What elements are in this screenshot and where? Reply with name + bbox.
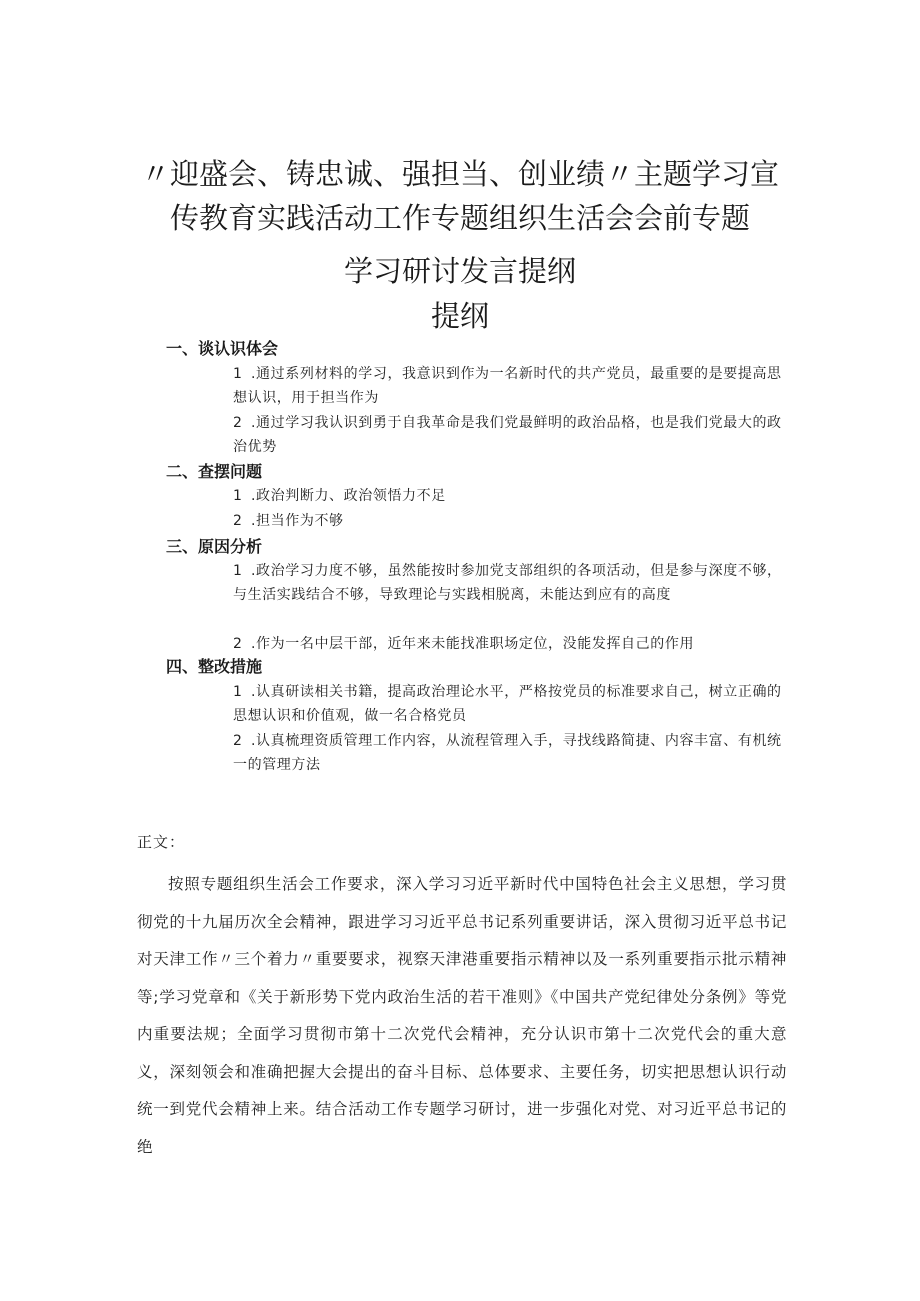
outline-item — [233, 632, 793, 656]
body-paragraph: 按照专题组织生活会工作要求，深入学习习近平新时代中国特色社会主义思想，学习贯彻党的十九届历次全会精神，跟进学习习近平总书记系列重要讲话，深入贯彻习近平总书记对天津工作〃三个着力〃重要要求，视察天津港重要指示精神以及一系列重要指示批示精神等;学习党章和《关于新形势下党内政治生活的若干准则》《中国共产党纪律处分条例》等党内重要法规；全面学习贯彻市第十二次党代会精神，充分认识市第十二次党代会的重大意义，深刻领会和准确把握大会提出的奋斗目标、总体要求、主要任务，切实把思想认识行动统一到党代会精神上来。结合活动工作专题学习研讨，进一步强化对党、对习近平总书记的绝 — [137, 875, 787, 1156]
outline-item — [233, 509, 793, 533]
document-title-line-1: 〃迎盛会、铸忠诚、强担当、创业绩〃主题学习宣 — [140, 157, 779, 191]
section-heading-1: 一、谈认识体会 — [166, 339, 279, 358]
body-label: 正文： — [137, 833, 186, 851]
section-heading-2: 二、查摆问题 — [166, 462, 263, 481]
item-text: .政治学习力度不够，虽然能按时参加党支部组织的各项活动，但是参与深度不够，与生活实践结合不够，导致理论与实践相脱离，未能达到应有的高度 — [233, 563, 782, 603]
item-number: 2 — [233, 415, 243, 431]
outline-heading: 提纲 — [430, 299, 489, 333]
item-number: 2 — [233, 513, 243, 529]
document-title-line-3: 学习研讨发言提纲 — [343, 254, 576, 288]
outline-item — [233, 362, 793, 410]
item-number: 1 — [233, 366, 243, 382]
item-number: 1 — [233, 563, 243, 579]
item-text: .通过学习我认识到勇于自我革命是我们党最鲜明的政治品格，也是我们党最大的政治优势 — [233, 415, 782, 455]
item-number: 2 — [233, 733, 243, 749]
item-number: 2 — [233, 636, 243, 652]
item-text: .作为一名中层干部，近年来未能找准职场定位，没能发挥自己的作用 — [251, 636, 695, 652]
item-text: .担当作为不够 — [251, 513, 344, 529]
item-text: .认真研读相关书籍，提高政治理论水平，严格按党员的标准要求自己，树立正确的思想认识和价值观，做一名合格党员 — [233, 684, 782, 724]
item-text: .认真梳理资质管理工作内容，从流程管理入手，寻找线路简捷、内容丰富、有机统一的管理方法 — [233, 733, 782, 773]
outline-item — [233, 729, 793, 777]
section-heading-4: 四、整改措施 — [166, 657, 263, 676]
item-text: .通过系列材料的学习，我意识到作为一名新时代的共产党员，最重要的是要提高思想认识，用于担当作为 — [233, 366, 782, 406]
item-number: 1 — [233, 684, 243, 700]
item-number: 1 — [233, 488, 243, 504]
outline-item — [233, 411, 793, 459]
outline-item — [233, 680, 793, 728]
section-heading-3: 三、原因分析 — [166, 537, 263, 556]
outline-item — [233, 559, 793, 607]
document-title-line-2: 传教育实践活动工作专题组织生活会会前专题 — [169, 201, 750, 235]
item-text: .政治判断力、政治领悟力不足 — [251, 488, 446, 504]
outline-item — [233, 484, 793, 508]
